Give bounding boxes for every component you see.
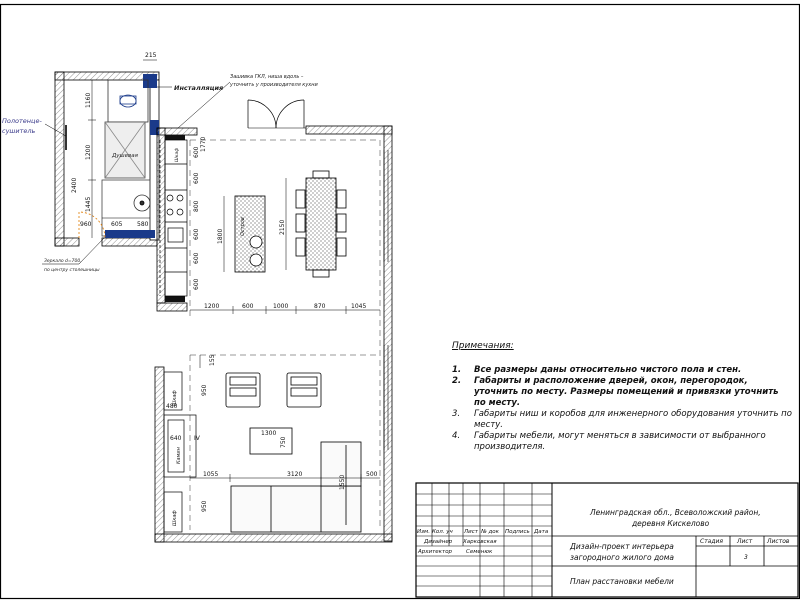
note-item bbox=[452, 365, 792, 376]
stamp-sheet-label: Лист bbox=[737, 538, 753, 545]
towel-warmer-label-1: Полотенце- bbox=[2, 117, 42, 125]
dim-k800: 800 bbox=[193, 200, 200, 212]
wardrobe-mid-label: Камин bbox=[176, 447, 182, 464]
stamp-col-sign: Подпись bbox=[505, 529, 530, 535]
note-number: 1. bbox=[452, 365, 462, 375]
dim-2400: 2400 bbox=[71, 177, 78, 193]
towel-warmer-label-2: сушитель bbox=[2, 127, 36, 135]
dim-1800: 1800 bbox=[217, 228, 224, 244]
stamp-sheets-label: Листов bbox=[767, 538, 790, 545]
dim-k600c: 600 bbox=[193, 228, 200, 240]
floor-plan bbox=[42, 60, 392, 542]
stamp-project-1: Дизайн-проект интерьера bbox=[570, 542, 674, 551]
dim-605: 605 bbox=[111, 221, 123, 228]
kitchen-dim-row bbox=[190, 178, 380, 314]
kitchen-module-label: Шкаф bbox=[175, 147, 180, 162]
dim-1550: 1550 bbox=[339, 474, 346, 490]
note-text: Все размеры даны относительно чистого пола и стен. bbox=[474, 365, 742, 375]
stamp-col-kol: Кол. уч bbox=[432, 529, 453, 535]
dim-1055: 1055 bbox=[203, 471, 219, 478]
dim-155: 155 bbox=[209, 354, 216, 366]
stamp-sheet-value: 3 bbox=[744, 554, 748, 561]
dim-640: 640 bbox=[170, 435, 182, 442]
note-item bbox=[452, 376, 792, 409]
stamp-project-2: загородного жилого дома bbox=[570, 553, 675, 562]
dim-row-870: 870 bbox=[314, 303, 326, 310]
stamp-role-architect: Архитектор bbox=[418, 549, 453, 555]
stamp-sheet-title: План расстановки мебели bbox=[570, 577, 674, 586]
dim-k600e: 600 bbox=[193, 278, 200, 290]
wardrobe-bottom-label: Шкаф bbox=[172, 510, 178, 526]
dim-750: 750 bbox=[280, 436, 287, 448]
stamp-address-2: деревня Кискелово bbox=[632, 519, 710, 528]
dim-k600b: 600 bbox=[193, 172, 200, 184]
dim-2150: 2150 bbox=[279, 219, 286, 235]
dim-row-600: 600 bbox=[242, 303, 254, 310]
dim-215: 215 bbox=[145, 52, 157, 59]
dim-row-1000: 1000 bbox=[273, 303, 289, 310]
mirror-note-1: Зеркало d=700, bbox=[44, 259, 82, 264]
dim-580: 580 bbox=[137, 221, 149, 228]
mirror-note-2: по центру столешницы bbox=[44, 268, 100, 273]
dim-500: 500 bbox=[366, 471, 378, 478]
note-number: 2. bbox=[452, 376, 462, 386]
dim-480: 480 bbox=[166, 403, 178, 410]
dim-iv: IV bbox=[194, 435, 200, 442]
dim-1160: 1160 bbox=[85, 92, 92, 108]
note-number: 4. bbox=[452, 431, 461, 441]
installation-label: Инсталляция bbox=[174, 84, 224, 92]
dim-row-1045: 1045 bbox=[351, 303, 367, 310]
dining-table bbox=[296, 171, 346, 277]
dim-950: 950 bbox=[201, 384, 208, 396]
stamp-col-list: Лист bbox=[464, 529, 478, 535]
dim-960: 960 bbox=[80, 221, 92, 228]
stamp-col-date: Дата bbox=[534, 529, 549, 535]
notes-block bbox=[452, 341, 792, 453]
note-item bbox=[452, 431, 792, 453]
note-item bbox=[452, 409, 792, 431]
island-label: Остров bbox=[240, 217, 246, 236]
dim-1200: 1200 bbox=[85, 144, 92, 160]
dim-950b: 950 bbox=[201, 500, 208, 512]
notes-title: Примечания: bbox=[452, 341, 514, 351]
stamp-col-doc: № док bbox=[481, 529, 499, 535]
note-number: 3. bbox=[452, 409, 461, 419]
stamp-role-designer: Дизайнер bbox=[424, 539, 453, 545]
dim-1445: 1445 bbox=[85, 196, 92, 212]
dim-row-1200: 1200 bbox=[204, 303, 220, 310]
niche-note-2: уточнить у производителя кухни bbox=[230, 82, 318, 88]
dim-3120: 3120 bbox=[287, 471, 303, 478]
note-text: Габариты и расположение дверей, окон, перегородок, уточнить по месту. Размеры помещений и привязки уточнить по месту. bbox=[474, 376, 779, 408]
stamp-name-designer: Харковская bbox=[463, 539, 497, 545]
stamp-address-1: Ленинградская обл., Всеволожский район, bbox=[590, 508, 761, 517]
stamp-stage-label: Стадия bbox=[700, 538, 724, 545]
dim-1300: 1300 bbox=[261, 430, 277, 437]
bathroom-fixtures bbox=[66, 80, 155, 238]
wardrobe-top-label: Шкаф bbox=[172, 390, 178, 406]
stamp-col-izm: Изм. bbox=[417, 529, 430, 535]
dim-k600d: 600 bbox=[193, 252, 200, 264]
note-text: Габариты мебели, могут меняться в зависимости от выбранного производителя. bbox=[474, 431, 766, 452]
stamp-name-architect: Семенюк bbox=[466, 549, 493, 555]
shower-label: Душевая bbox=[112, 153, 138, 159]
dim-1770: 1770 bbox=[200, 136, 207, 152]
dim-k600a: 600 bbox=[193, 146, 200, 158]
note-text: Габариты ниш и коробов для инженерного оборудования уточнить по месту. bbox=[474, 409, 792, 430]
entrance-door bbox=[248, 100, 306, 128]
niche-note-1: Зашивка ГКЛ, ниша вдоль – bbox=[230, 74, 304, 80]
armchairs bbox=[226, 373, 321, 407]
